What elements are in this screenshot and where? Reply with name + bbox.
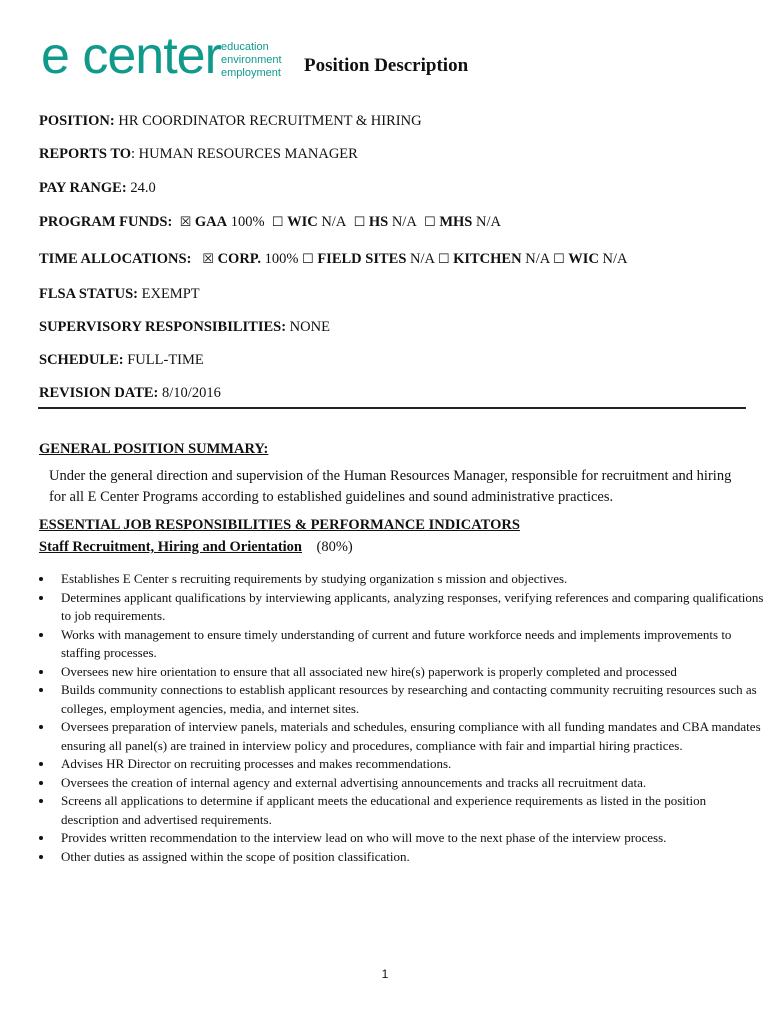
list-item xyxy=(39,829,764,848)
list-item xyxy=(39,774,764,793)
list-item-text: Oversees new hire orientation to ensure that all associated new hire(s) paperwork is properly completed and processed xyxy=(61,663,677,679)
fund-name: MHS xyxy=(439,214,473,230)
fund-value: N/A xyxy=(391,214,417,230)
reports-to-field xyxy=(39,146,358,163)
schedule-value: FULL-TIME xyxy=(127,352,204,368)
divider xyxy=(38,407,746,409)
checkbox-unchecked: ☐ xyxy=(424,215,436,230)
responsibilities-list xyxy=(39,570,764,866)
list-item-text: Works with management to ensure timely understanding of current and future workforce needs and implements improvements to staffing processes. xyxy=(61,626,732,660)
bullet-icon xyxy=(39,799,43,803)
summary-text: Under the general direction and supervision of the Human Resources Manager, responsible for recruitment and hiring for all E Center Programs according to established guidelines and sound administrative practices. xyxy=(49,468,732,505)
position-value: HR COORDINATOR RECRUITMENT & HIRING xyxy=(118,113,422,129)
list-item xyxy=(39,663,764,682)
list-item xyxy=(39,570,764,589)
fund-value: N/A xyxy=(475,214,501,230)
list-item xyxy=(39,626,764,663)
supervisory-label: SUPERVISORY RESPONSIBILITIES: xyxy=(39,319,287,335)
schedule-field xyxy=(39,352,204,369)
list-item xyxy=(39,755,764,774)
program-funds-label: PROGRAM FUNDS: xyxy=(39,214,173,230)
position-label: POSITION: xyxy=(39,113,115,129)
checkbox-checked: ☒ xyxy=(179,215,192,230)
fund-value: 100% xyxy=(230,214,265,230)
list-item-text: Oversees preparation of interview panels, materials and schedules, ensuring compliance with all funding mandates and CBA mandates ensuring all panel(s) are trained in interview policy and procedures, compliance with fair and impartial hiring practices. xyxy=(61,719,761,753)
list-item xyxy=(39,681,764,718)
list-item xyxy=(39,589,764,626)
bullet-icon xyxy=(39,670,43,674)
supervisory-field xyxy=(39,319,330,336)
allocation-value: 100% xyxy=(264,251,299,267)
fund-name: HS xyxy=(368,214,389,230)
page-number: 1 xyxy=(381,967,389,981)
pay-range-field xyxy=(39,180,156,197)
list-item xyxy=(39,718,764,755)
bullet-icon xyxy=(39,577,43,581)
allocation-value: N/A xyxy=(525,251,550,267)
fund-name: GAA xyxy=(194,214,228,230)
allocation-name: WIC xyxy=(568,251,599,267)
list-item-text: Builds community connections to establish applicant resources by researching and contacting community recruiting resources such as colleges, employment agencies, media, and internet sites. xyxy=(61,682,757,716)
checkbox-unchecked: ☐ xyxy=(271,215,284,230)
allocation-value: N/A xyxy=(602,251,628,267)
pay-range-label: PAY RANGE: xyxy=(39,180,127,196)
fund-value: N/A xyxy=(321,214,347,230)
bullet-icon xyxy=(39,781,43,785)
time-allocations-label: TIME ALLOCATIONS: xyxy=(39,251,192,267)
list-item xyxy=(39,792,764,829)
document-title: Position Description xyxy=(304,55,469,76)
flsa-status-label: FLSA STATUS: xyxy=(39,286,138,302)
bullet-icon xyxy=(39,762,43,766)
bullet-icon xyxy=(39,633,43,637)
logo-tagline xyxy=(221,41,282,80)
allocation-name: KITCHEN xyxy=(453,251,522,267)
logo-tagline-line: education xyxy=(221,41,269,53)
pay-range-value: 24.0 xyxy=(130,180,156,196)
list-item-text: Advises HR Director on recruiting processes and makes recommendations. xyxy=(61,756,452,771)
flsa-status-value: EXEMPT xyxy=(141,286,200,302)
checkbox-checked: ☒ xyxy=(202,252,214,267)
essential-subheading xyxy=(39,539,353,556)
fund-name: WIC xyxy=(287,214,318,230)
bullet-icon xyxy=(39,688,43,692)
list-item xyxy=(39,848,764,867)
flsa-status-field xyxy=(39,286,200,303)
list-item-text: Provides written recommendation to the interview lead on who will move to the next phase of the interview process. xyxy=(61,830,667,845)
allocation-value: N/A xyxy=(410,251,435,267)
essential-heading: ESSENTIAL JOB RESPONSIBILITIES & PERFORMANCE INDICATORS xyxy=(39,517,520,533)
checkbox-unchecked: ☐ xyxy=(302,252,314,267)
checkbox-unchecked: ☐ xyxy=(353,215,366,230)
list-item-text: Oversees the creation of internal agency and external advertising announcements and tracks all recruitment data. xyxy=(61,774,647,790)
list-item-text: Other duties as assigned within the scope of position classification. xyxy=(61,848,410,864)
reports-to-label: REPORTS TO xyxy=(39,146,132,162)
time-allocations-field xyxy=(39,251,628,268)
checkbox-unchecked: ☐ xyxy=(553,252,565,267)
logo-tagline-line: environment xyxy=(221,54,282,66)
subheading-percent: (80%) xyxy=(316,539,353,555)
bullet-icon xyxy=(39,855,43,859)
supervisory-value: NONE xyxy=(289,319,330,335)
position-field xyxy=(39,113,422,130)
list-item-text: Determines applicant qualifications by interviewing applicants, analyzing responses, verifying references and comparing qualifications to job requirements. xyxy=(61,589,764,623)
allocation-name: FIELD SITES xyxy=(317,251,407,267)
revision-date-field xyxy=(39,385,221,402)
checkbox-unchecked: ☐ xyxy=(437,252,450,267)
bullet-icon xyxy=(39,836,43,840)
reports-to-value: : HUMAN RESOURCES MANAGER xyxy=(131,146,358,162)
list-item-text: Establishes E Center s recruiting requirements by studying organization s mission and objectives. xyxy=(61,571,568,586)
revision-date-label: REVISION DATE: xyxy=(39,385,159,401)
logo-tagline-line: employment xyxy=(221,67,281,79)
list-item-text: Screens all applications to determine if applicant meets the educational and experience requirements as listed in the position description and advertised requirements. xyxy=(61,793,707,827)
bullet-icon xyxy=(39,725,43,729)
program-funds-field xyxy=(39,214,501,231)
summary-heading: GENERAL POSITION SUMMARY: xyxy=(39,441,269,457)
allocation-name: CORP. xyxy=(217,251,261,267)
bullet-icon xyxy=(39,596,43,600)
revision-date-value: 8/10/2016 xyxy=(162,385,221,401)
logo: e center xyxy=(41,27,221,85)
subheading-title: Staff Recruitment, Hiring and Orientation xyxy=(39,539,302,555)
schedule-label: SCHEDULE: xyxy=(39,352,124,368)
